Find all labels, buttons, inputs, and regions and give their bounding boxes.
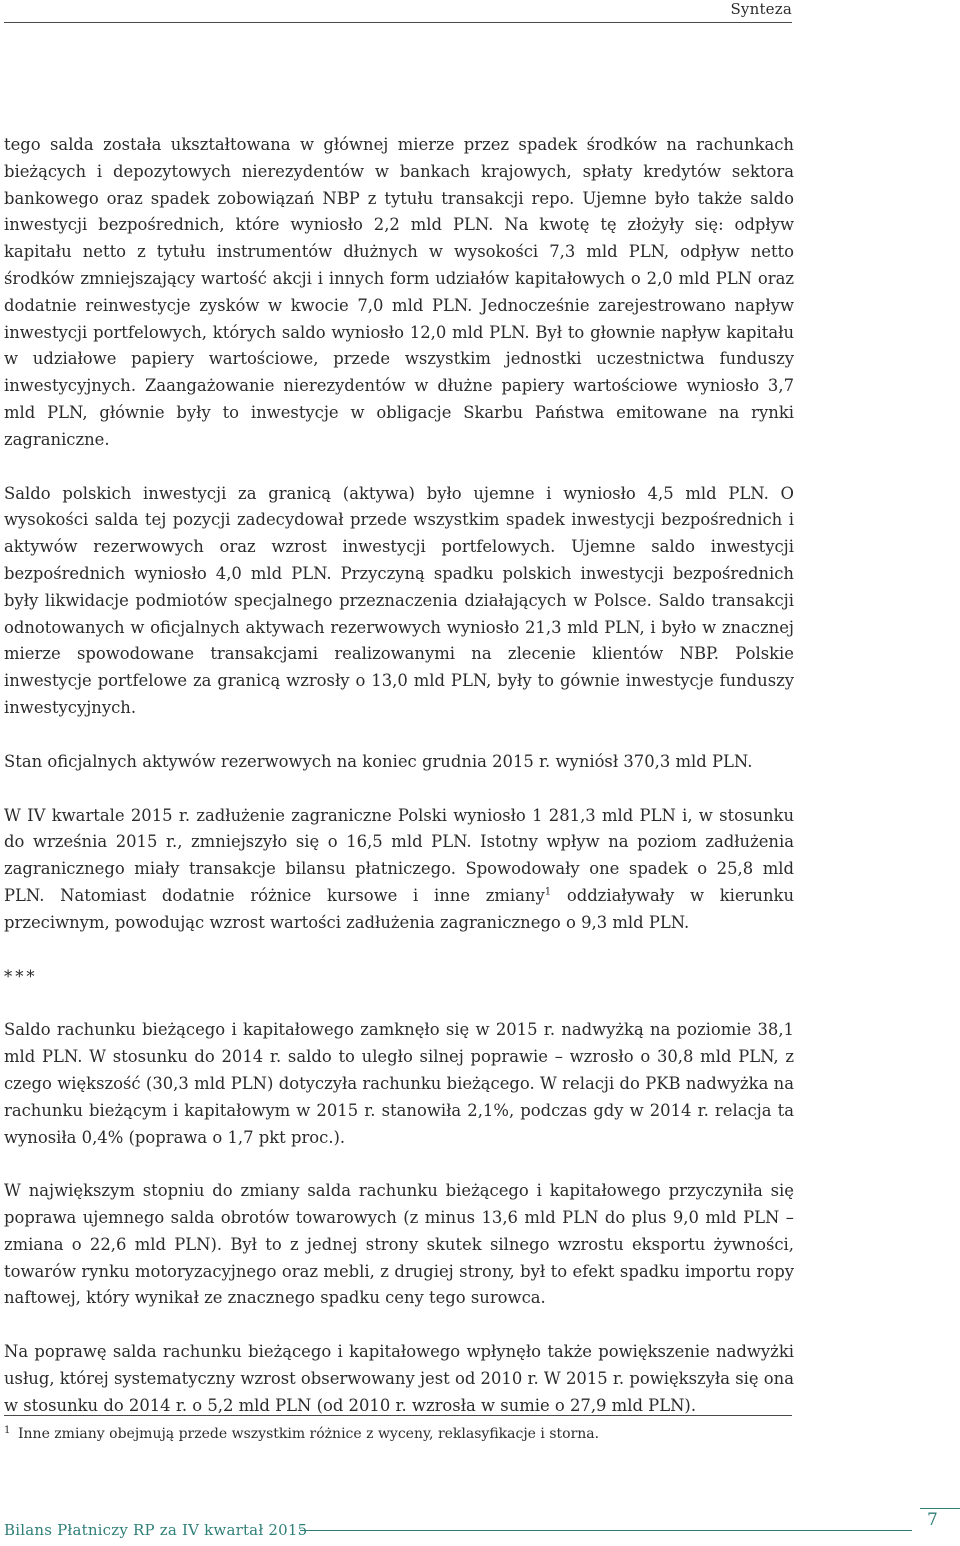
- section-title: Synteza: [730, 0, 792, 18]
- paragraph-investments-liabilities: tego salda została ukształtowana w głównej mierze przez spadek środków na rachunkach bieżących i depozytowych nierezydentów w bankach krajowych, spłaty kredytów sektora bankowego oraz spadek zobowiązań NBP z tytułu transakcji repo. Ujemne było także saldo inwestycji bezpośrednich, które wyniosło 2,2 mld PLN. Na kwotę tę złożyły się: odpływ kapitału netto z tytułu instrumentów dłużnych w wysokości 7,3 mld PLN, odpływ netto środków zmniejszający wartość akcji i innych form udziałów kapitałowych o 2,0 mld PLN oraz dodatnie reinwestycje zysków w kwocie 7,0 mld PLN. Jednocześnie zarejestrowano napływ inwestycji portfelowych, których saldo wyniosło 12,0 mld PLN. Był to głownie napływ kapitału w udziałowe papiery wartościowe, przede wszystkim jednostki uczestnictwa funduszy inwestycyjnych. Zaangażowanie nierezydentów w dłużne papiery wartościowe wyniosło 3,7 mld PLN, głównie były to inwestycje w obligacje Skarbu Państwa emitowane na rynki zagraniczne.: [4, 135, 794, 449]
- page-header: [0, 0, 960, 28]
- paragraph-foreign-debt: [4, 803, 794, 937]
- footnote: [4, 1424, 794, 1444]
- footnote-divider: [4, 1415, 792, 1416]
- footnote-text: Inne zmiany obejmują przede wszystkim różnice z wyceny, reklasyfikacje i storna.: [18, 1426, 600, 1442]
- paragraph-reserve-assets: Stan oficjalnych aktywów rezerwowych na koniec grudnia 2015 r. wyniósł 370,3 mld PLN.: [4, 751, 753, 771]
- header-divider: [4, 22, 792, 23]
- main-content: [4, 132, 794, 1420]
- section-separator: ***: [4, 966, 38, 986]
- paragraph-current-account: Saldo rachunku bieżącego i kapitałowego zamknęło się w 2015 r. nadwyżką na poziomie 38,1 mld PLN. W stosunku do 2014 r. saldo to uległo silnej poprawie – wzrosło o 30,8 mld PLN, z czego większość (30,3 mld PLN) dotyczyła rachunku bieżącego. W relacji do PKB nadwyżka na rachunku bieżącym i kapitałowym w 2015 r. stanowiła 2,1%, podczas gdy w 2014 r. relacja ta wynosiła 0,4% (poprawa o 1,7 pkt proc.).: [4, 1020, 794, 1147]
- paragraph-services-surplus: Na poprawę salda rachunku bieżącego i kapitałowego wpłynęło także powiększenie nadwyżki usług, której systematyczny wzrost obserwowany jest od 2010 r. W 2015 r. powiększyła się ona w stosunku do 2014 r. o 5,2 mld PLN (od 2010 r. wzrosła w sumie o 27,9 mld PLN).: [4, 1342, 794, 1415]
- paragraph-trade-balance: W największym stopniu do zmiany salda rachunku bieżącego i kapitałowego przyczyniła się poprawa ujemnego salda obrotów towarowych (z minus 13,6 mld PLN do plus 9,0 mld PLN – zmiana o 22,6 mld PLN). Był to z jednej strony skutek silnego wzrostu eksportu żywności, towarów rynku motoryzacyjnego oraz mebli, z drugiej strony, był to efekt spadku importu ropy naftowej, który wynikał ze znacznego spadku ceny tego surowca.: [4, 1181, 794, 1308]
- footnote-number: 1: [4, 1425, 11, 1436]
- page-footer: [0, 1500, 960, 1546]
- page-number-rule: [920, 1508, 960, 1509]
- footnote-reference: 1: [544, 886, 552, 898]
- debt-text-part2: oddziaływały w kierunku przeciwnym, powodując wzrost wartości zadłużenia zagranicznego o 9,3 mld PLN.: [4, 885, 795, 932]
- publication-title: Bilans Płatniczy RP za IV kwartał 2015: [4, 1521, 308, 1539]
- debt-text-part1: W IV kwartale 2015 r. zadłużenie zagraniczne Polski wyniosło 1 281,3 mld PLN i, w stosunku do września 2015 r., zmniejszyło się o 16,5 mld PLN. Istotny wpływ na poziom zadłużenia zagranicznego miały transakcje bilansu płatniczego. Spowodowały one spadek o 25,8 mld PLN. Natomiast dodatnie różnice kursowe i inne zmiany: [4, 805, 794, 905]
- paragraph-investments-assets: Saldo polskich inwestycji za granicą (aktywa) było ujemne i wyniosło 4,5 mld PLN. O wysokości salda tej pozycji zadecydował przede wszystkim spadek inwestycji bezpośrednich i aktywów rezerwowych oraz wzrost inwestycji portfelowych. Ujemne saldo inwestycji bezpośrednich wyniosło 4,0 mld PLN. Przyczyną spadku polskich inwestycji bezpośrednich były likwidacje podmiotów specjalnego przeznaczenia działających w Polsce. Saldo transakcji odnotowanych w oficjalnych aktywach rezerwowych wyniosło 21,3 mld PLN, i było w znacznej mierze spowodowane transakcjami realizowanymi na zlecenie klientów NBP. Polskie inwestycje portfelowe za granicą wzrosły o 13,0 mld PLN, były to gównie inwestycje funduszy inwestycyjnych.: [4, 483, 794, 717]
- page-number: 7: [927, 1510, 938, 1530]
- footer-divider: [300, 1530, 912, 1531]
